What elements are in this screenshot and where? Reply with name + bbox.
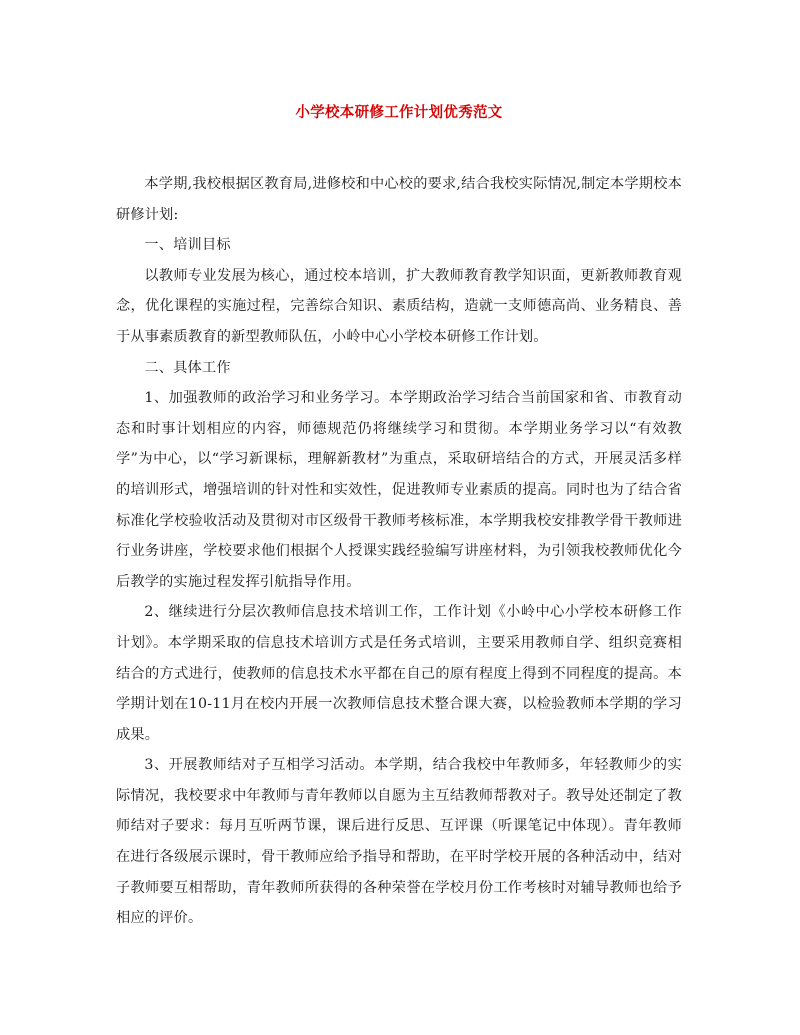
section-heading-work: 二、具体工作 [144, 359, 231, 376]
work-item-3-paragraph: 3、开展教师结对子互相学习活动。本学期，结合我校中年教师多，年轻教师少的实际情况，我校要求中年教师与青年教师以自愿为主互结教师帮教对子。教导处还制定了教师结对子要求：每月互听两节课，课后进行反思、互评课（听课笔记中体现）。青年教师在进行各级展示课时，骨干教师应给予指导和帮助，在平时学校开展的各种活动中，结对子教师要互相帮助，青年教师所获得的各种荣誉在学校月份工作考核时对辅导教师也给予相应的评价。 [116, 757, 682, 927]
work-item-1-paragraph: 1、加强教师的政治学习和业务学习。本学期政治学习结合当前国家和省、市教育动态和时事计划相应的内容，师德规范仍将继续学习和贯彻。本学期业务学习以“有效教学”为中心，以“学习新课标，理解新教材”为重点，采取研培结合的方式，开展灵活多样的培训形式，增强培训的针对性和实效性，促进教师专业素质的提高。同时也为了结合省标准化学校验收活动及贯彻对市区级骨干教师考核标准，本学期我校安排教学骨干教师进行业务讲座，学校要求他们根据个人授课实践经验编写讲座材料，为引领我校教师优化今后教学的实施过程发挥引航指导作用。 [116, 390, 682, 590]
work-item-2-paragraph: 2、继续进行分层次教师信息技术培训工作，工作计划《小岭中心小学校本研修工作计划》。本学期采取的信息技术培训方式是任务式培训，主要采用教师自学、组织竞赛相结合的方式进行，使教师的信息技术水平都在自己的原有程度上得到不同程度的提高。本学期计划在10-11月在校内开展一次教师信息技术整合课大赛，以检验教师本学期的学习成果。 [116, 604, 682, 743]
document-title: 小学校本研修工作计划优秀范文 [295, 104, 503, 121]
intro-paragraph: 本学期,我校根据区教育局,进修校和中心校的要求,结合我校实际情况,制定本学期校本研修计划: [116, 176, 682, 223]
section-heading-goals: 一、培训目标 [144, 237, 231, 254]
goals-paragraph: 以教师专业发展为核心，通过校本培训，扩大教师教育教学知识面，更新教师教育观念，优化课程的实施过程，完善综合知识、素质结构，造就一支师德高尚、业务精良、善于从事素质教育的新型教师队伍，小岭中心小学校本研修工作计划。 [116, 267, 682, 345]
document-body [116, 169, 682, 934]
